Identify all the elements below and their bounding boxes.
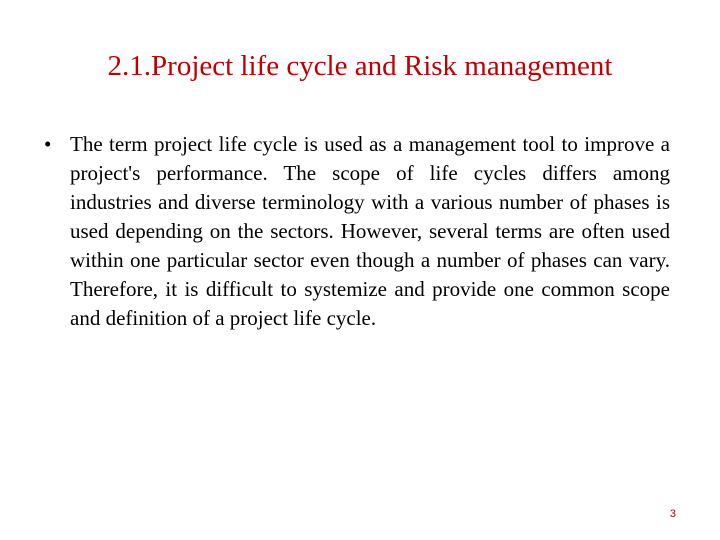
page-number: 3 (669, 508, 676, 520)
slide-title: 2.1.Project life cycle and Risk management (107, 50, 613, 82)
bullet-text: The term project life cycle is used as a management tool to improve a project's performance. The scope of life cycles differs among industries and diverse terminology with a various number of phases is used depending on the sectors. However, several terms are often used within one particular sector even though a number of phases can vary. Therefore, it is difficult to systemize and provide one common scope and definition of a project life cycle. (70, 132, 670, 330)
bullet-marker: • (44, 132, 52, 156)
